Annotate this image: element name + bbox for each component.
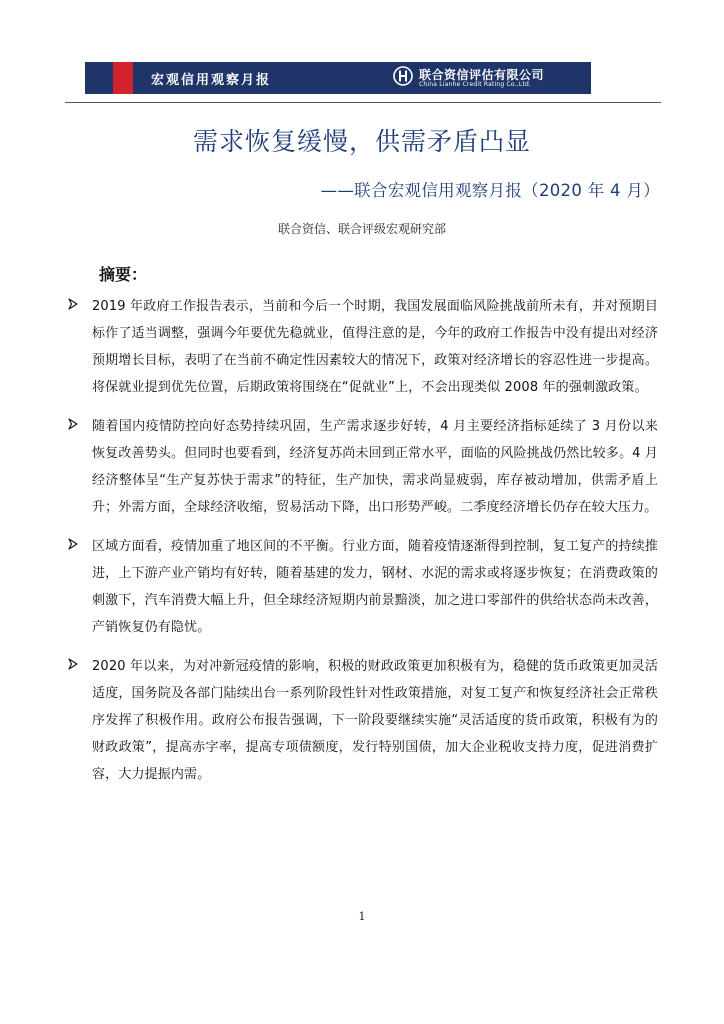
bullet-item [68, 413, 658, 521]
abstract-heading: 摘要： [99, 265, 148, 284]
logo-name-cn: 联合资信评估有限公司 [419, 68, 545, 82]
header-divider [65, 102, 661, 103]
header-red-accent [113, 62, 133, 94]
bullet-text: 2020 年以来，为对冲新冠疫情的影响，积极的财政政策更加积极有为，稳健的货币政策更加灵活适度，国务院及各部门陆续出台一系列阶段性针对性政策措施，对复工复产和恢复经济社会正常秩序发挥了积极作用。政府公布报告强调，下一阶段要继续实施“灵活适度的货币政策，积极有为的财政政策”，提高赤字率，提高专项债额度，发行特别国债，加大企业税收支持力度，促进消费扩容，大力提振内需。 [92, 659, 658, 782]
page-number: 1 [358, 910, 366, 923]
bullet-item [68, 293, 658, 401]
arrow-bullet-icon [68, 538, 78, 550]
company-logo [393, 65, 588, 91]
bullet-item [68, 533, 658, 641]
lianhe-logo-icon [393, 66, 413, 86]
bullet-text: 随着国内疫情防控向好态势持续巩固，生产需求逐步好转，4 月主要经济指标延续了 3 月份以来恢复改善势头。但同时也要看到，经济复苏尚未回到正常水平，面临的风险挑战仍然比较多。4 月经济整体呈“生产复苏快于需求”的特征，生产加快，需求尚显疲弱，库存被动增加，供需矛盾上升；外需方面，全球经济收缩，贸易活动下降，出口形势严峻。二季度经济增长仍存在较大压力。 [92, 419, 658, 515]
logo-name-en: China Lianhe Credit Rating Co.,Ltd. [419, 81, 532, 88]
bullet-text: 区域方面看，疫情加重了地区间的不平衡。行业方面，随着疫情逐渐得到控制，复工复产的持续推进，上下游产业产销均有好转，随着基建的发力，钢材、水泥的需求或将逐步恢复；在消费政策的刺激下，汽车消费大幅上升，但全球经济短期内前景黯淡，加之进口零部件的供给状态尚未改善，产销恢复仍有隐忧。 [92, 539, 658, 635]
page-subtitle: ——联合宏观信用观察月报（2020 年 4 月） [320, 181, 660, 200]
bullet-item [68, 653, 658, 788]
arrow-bullet-icon [68, 658, 78, 670]
bullet-text: 2019 年政府工作报告表示，当前和今后一个时期，我国发展面临风险挑战前所未有，并对预期目标作了适当调整，强调今年要优先稳就业，值得注意的是，今年的政府工作报告中没有提出对经济预期增长目标，表明了在当前不确定性因素较大的情况下，政策对经济增长的容忍性进一步提高。将保就业提到优先位置，后期政策将围绕在“促就业”上，不会出现类似 2008 年的强刺激政策。 [92, 299, 658, 395]
arrow-bullet-icon [68, 298, 78, 310]
report-name: 宏观信用观察月报 [151, 73, 272, 88]
abstract-bullet-list [68, 293, 658, 800]
arrow-bullet-icon [68, 418, 78, 430]
page-title: 需求恢复缓慢，供需矛盾凸显 [192, 127, 531, 156]
authors-line: 联合资信、联合评级宏观研究部 [277, 222, 446, 236]
